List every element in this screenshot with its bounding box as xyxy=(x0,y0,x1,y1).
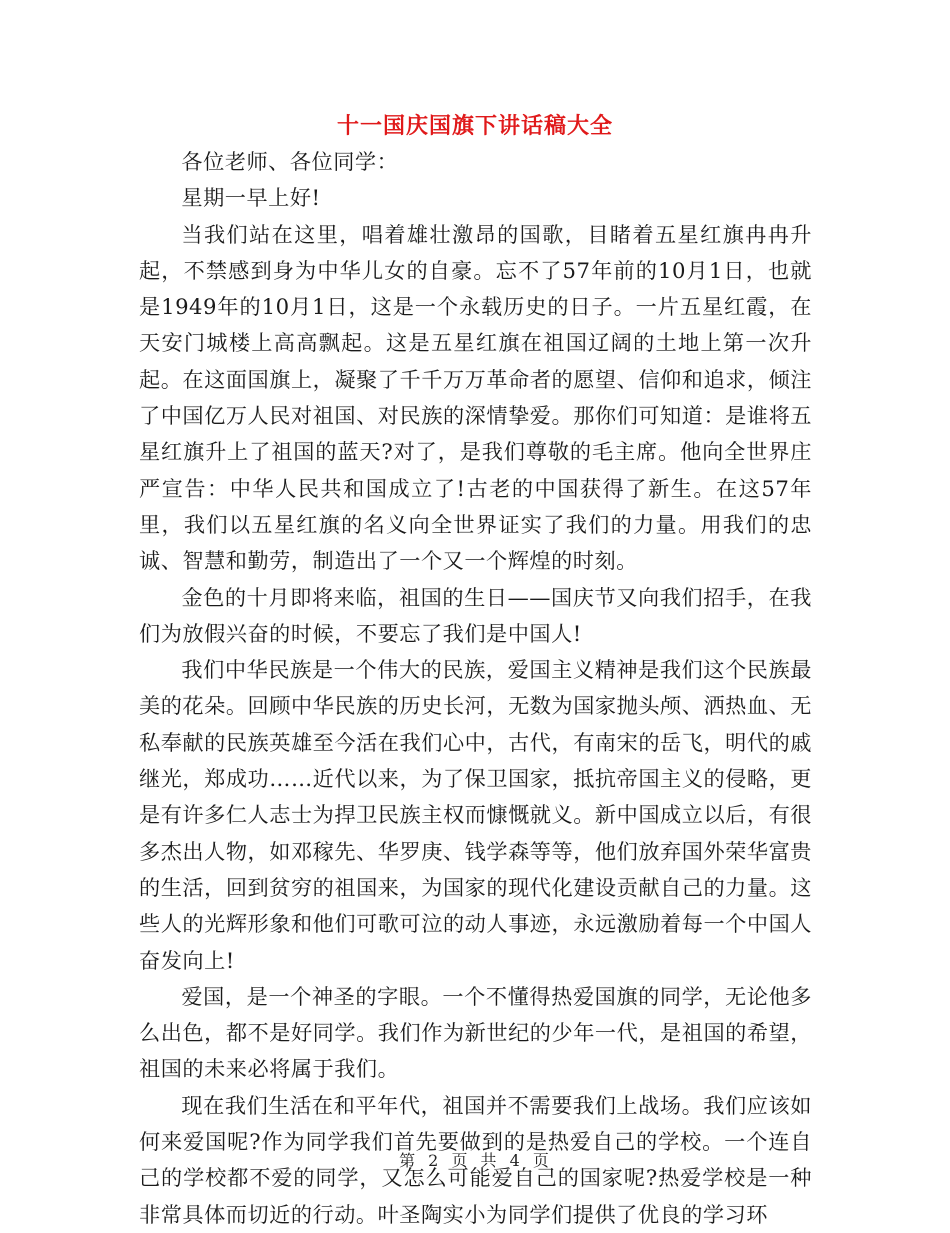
paragraph-heroes: 我们中华民族是一个伟大的民族，爱国主义精神是我们这个民族最美的花朵。回顾中华民族的历史长河，无数为国家抛头颅、洒热血、无私奉献的民族英雄至今活在我们心中，古代，有南宋的岳飞，明代的戚继光，郑成功……近代以来，为了保卫国家，抵抗帝国主义的侵略，更是有许多仁人志士为捍卫民族主权而慷慨就义。新中国成立以后，有很多杰出人物，如邓稼先、华罗庚、钱学森等等，他们放弃国外荣华富贵的生活，回到贫穷的祖国来，为国家的现代化建设贡献自己的力量。这些人的光辉形象和他们可歌可泣的动人事迹，永远激励着每一个中国人奋发向上! xyxy=(139,657,812,973)
document-body xyxy=(139,144,812,1233)
paragraph-love-school: 现在我们生活在和平年代，祖国并不需要我们上战场。我们应该如何来爱国呢?作为同学我们首先要做到的是热爱自己的学校。一个连自己的学校都不爱的同学，又怎么可能爱自己的国家呢?热爱学校是一种非常具体而切近的行动。叶圣陶实小为同学们提供了优良的学习环 xyxy=(139,1092,812,1227)
paragraph-patriotism: 爱国，是一个神圣的字眼。一个不懂得热爱国旗的同学，无论他多么出色，都不是好同学。我们作为新世纪的少年一代，是祖国的希望，祖国的未来必将属于我们。 xyxy=(139,983,812,1082)
paragraph-flag-history: 当我们站在这里，唱着雄壮激昂的国歌，目睹着五星红旗冉冉升起，不禁感到身为中华儿女的自豪。忘不了57年前的10月1日，也就是1949年的10月1日，这是一个永载历史的日子。一片五星红霞，在天安门城楼上高高飘起。这是五星红旗在祖国辽阔的土地上第一次升起。在这面国旗上，凝聚了千千万万革命者的愿望、信仰和追求，倾注了中国亿万人民对祖国、对民族的深情挚爱。那你们可知道：是谁将五星红旗升上了祖国的蓝天?对了，是我们尊敬的毛主席。他向全世界庄严宣告：中华人民共和国成立了!古老的中国获得了新生。在这57年里，我们以五星红旗的名义向全世界证实了我们的力量。用我们的忠诚、智慧和勤劳，制造出了一个又一个辉煌的时刻。 xyxy=(139,221,812,574)
paragraph-greeting: 各位老师、各位同学： xyxy=(181,149,399,174)
paragraph-morning: 星期一早上好! xyxy=(181,185,321,211)
paragraph-national-day: 金色的十月即将来临，祖国的生日——国庆节又向我们招手，在我们为放假兴奋的时候，不要忘了我们是中国人! xyxy=(139,584,812,646)
document-title: 十一国庆国旗下讲话稿大全 xyxy=(336,114,613,139)
page-number: 第 2 页 共 4 页 xyxy=(399,1151,551,1170)
